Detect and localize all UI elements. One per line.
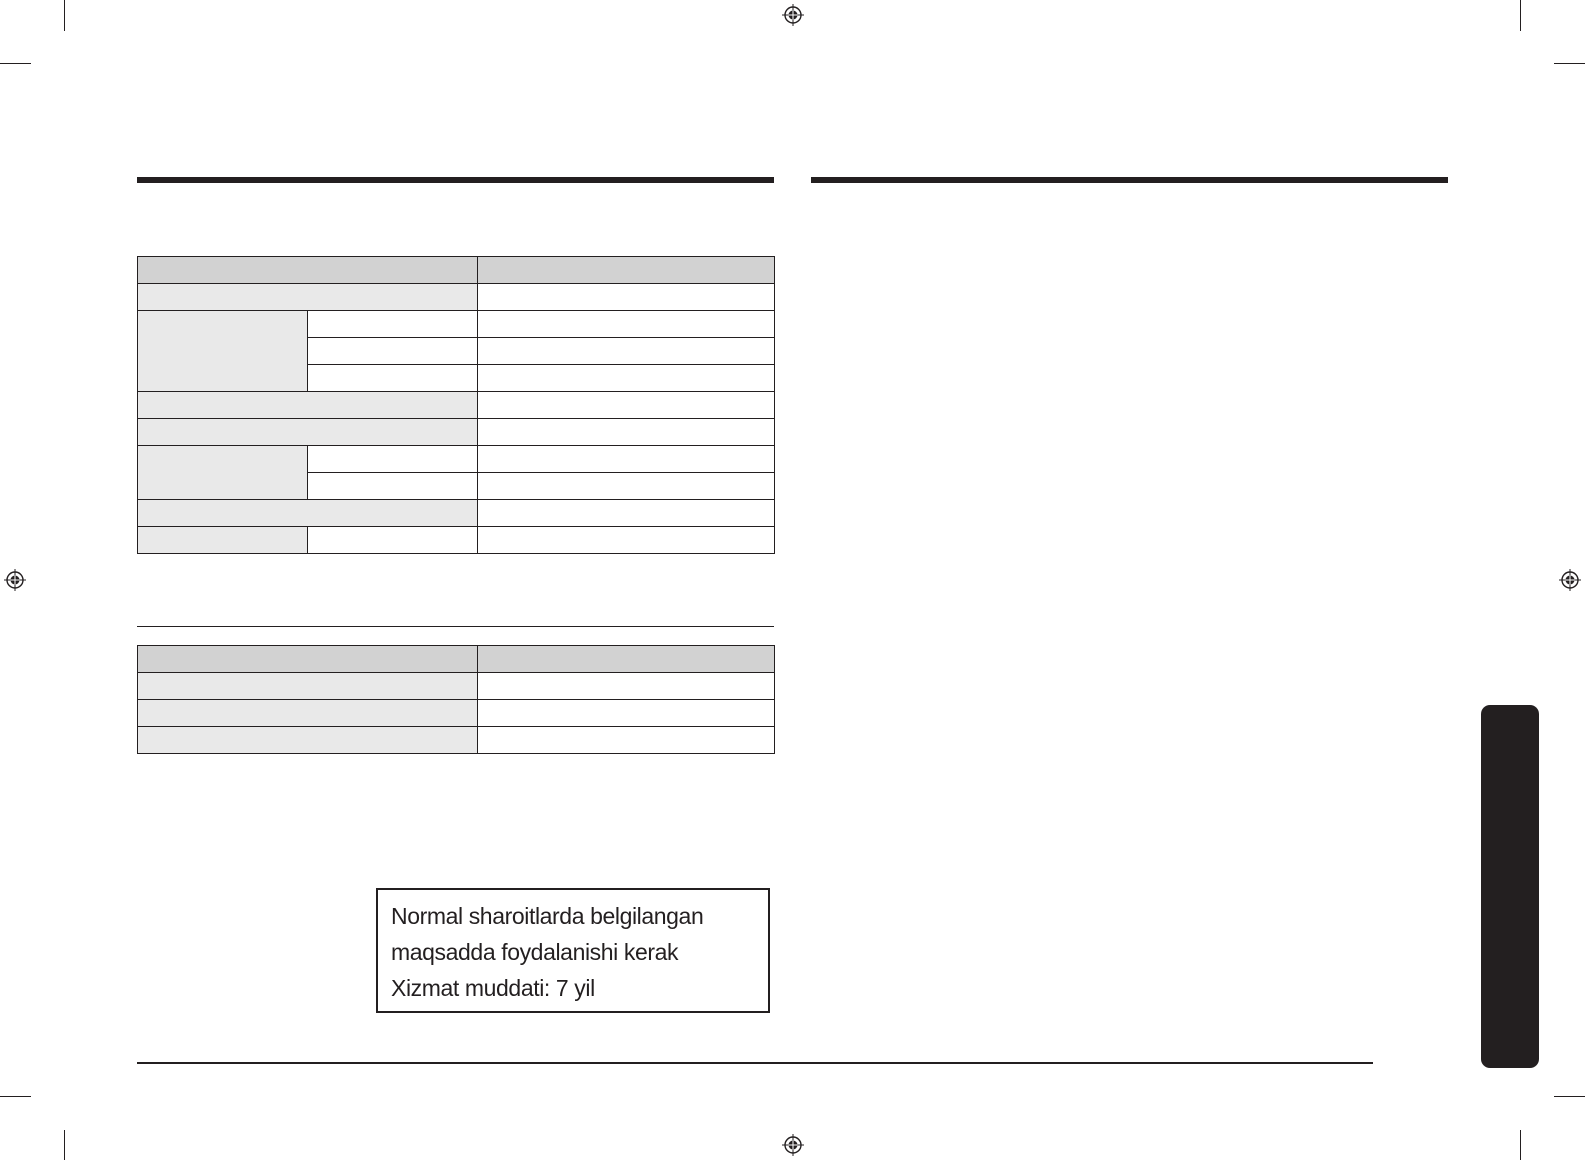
table-label-cell	[138, 673, 478, 700]
table-label-cell	[138, 419, 478, 446]
specifications-table	[137, 256, 775, 554]
registration-mark-icon	[1559, 569, 1581, 591]
table-row	[138, 646, 775, 673]
crop-mark-top-right-vertical	[1520, 0, 1521, 31]
registration-mark-icon	[782, 4, 804, 26]
crop-mark-bottom-right-vertical	[1520, 1130, 1521, 1160]
right-column-header-rule	[811, 177, 1448, 183]
table-sublabel-cell	[308, 365, 478, 392]
table-sublabel-cell	[308, 446, 478, 473]
table-row	[138, 673, 775, 700]
table-row	[138, 392, 775, 419]
table-label-cell	[138, 500, 478, 527]
table-value-cell	[478, 700, 775, 727]
table-label-cell	[138, 392, 478, 419]
table-value-cell	[478, 365, 775, 392]
table-value-cell	[478, 338, 775, 365]
secondary-specifications-table	[137, 645, 775, 754]
table-sublabel-cell	[308, 473, 478, 500]
table-row	[138, 700, 775, 727]
table-label-cell	[138, 527, 308, 554]
table-value-cell	[478, 284, 775, 311]
notice-line: maqsadda foydalanishi kerak	[391, 939, 679, 965]
table-group-label-cell	[138, 446, 308, 500]
table-value-cell	[478, 311, 775, 338]
table-sublabel-cell	[308, 527, 478, 554]
registration-mark-icon	[4, 569, 26, 591]
table-row	[138, 419, 775, 446]
table-header-cell	[478, 646, 775, 673]
table-label-cell	[138, 284, 478, 311]
service-life-notice	[376, 888, 770, 1013]
left-column-header-rule	[137, 177, 774, 183]
table-row	[138, 527, 775, 554]
table-value-cell	[478, 419, 775, 446]
crop-mark-top-right-horizontal	[1554, 63, 1585, 64]
table-row	[138, 257, 775, 284]
table-row	[138, 284, 775, 311]
section-divider	[137, 626, 774, 627]
crop-mark-bottom-left-horizontal	[0, 1096, 31, 1097]
registration-mark-icon	[782, 1134, 804, 1156]
table-value-cell	[478, 527, 775, 554]
table-value-cell	[478, 446, 775, 473]
notice-line: Xizmat muddati: 7 yil	[391, 975, 595, 1001]
crop-mark-bottom-left-vertical	[64, 1130, 65, 1160]
crop-mark-bottom-right-horizontal	[1554, 1096, 1585, 1097]
chapter-side-tab	[1481, 705, 1539, 1068]
table-row	[138, 500, 775, 527]
table-sublabel-cell	[308, 311, 478, 338]
table-label-cell	[138, 700, 478, 727]
table-label-cell	[138, 727, 478, 754]
table-row	[138, 727, 775, 754]
table-header-cell	[478, 257, 775, 284]
table-row	[138, 311, 775, 338]
table-header-cell	[138, 257, 478, 284]
crop-mark-top-left-horizontal	[0, 63, 31, 64]
table-row	[138, 446, 775, 473]
table-sublabel-cell	[308, 338, 478, 365]
crop-mark-top-left-vertical	[64, 0, 65, 31]
table-group-label-cell	[138, 311, 308, 392]
table-header-cell	[138, 646, 478, 673]
notice-line: Normal sharoitlarda belgilangan	[391, 903, 704, 929]
table-value-cell	[478, 727, 775, 754]
table-value-cell	[478, 673, 775, 700]
footer-rule	[137, 1062, 1373, 1064]
table-value-cell	[478, 473, 775, 500]
table-value-cell	[478, 392, 775, 419]
table-value-cell	[478, 500, 775, 527]
